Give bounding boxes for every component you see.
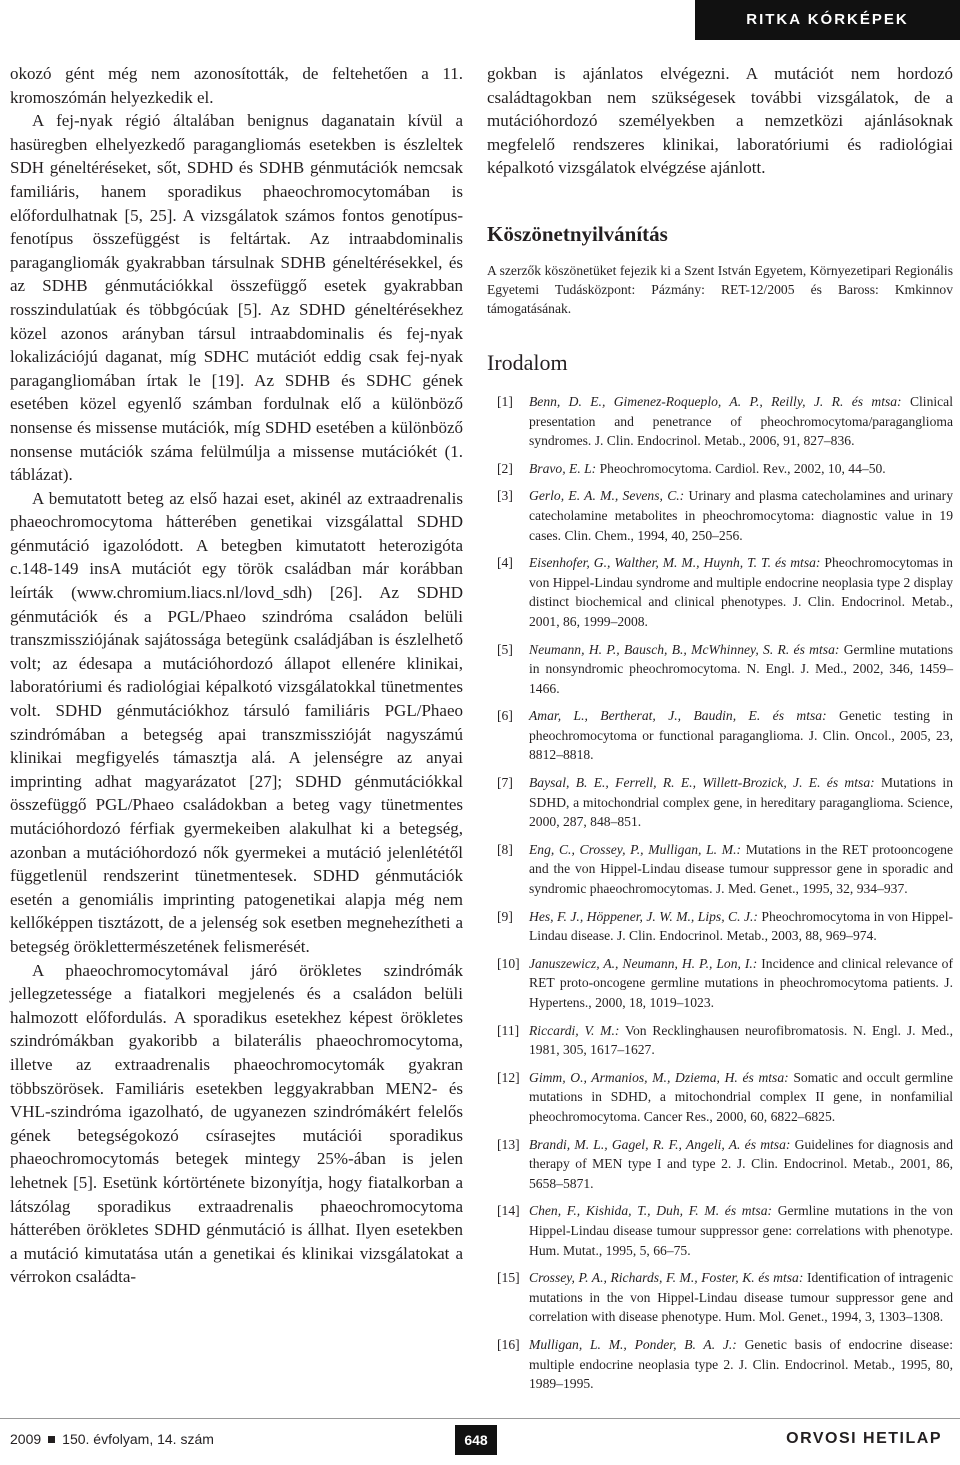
reference-text: Pheochromocytoma in von Hippel-Lindau disease. J. Clin. Endocrinol. Metab., 2003, 88, 969–974. [529, 908, 953, 944]
reference-text: Mutations in SDHD, a mitochondrial complex gene, in hereditary paraganglioma. Science, 2000, 287, 848–851. [529, 775, 953, 830]
reference-text: Mutations in the RET protooncogene and the von Hippel-Lindau disease tumour suppressor gene in sporadic and syndromic phaeochromocytomas. J. Med. Genet., 1995, 32, 934–937. [529, 841, 953, 897]
reference-authors: Brandi, M. L., Gagel, R. F., Angeli, A. és mtsa: [529, 1136, 791, 1152]
reference-text: Pheochromocytomas in von Hippel-Lindau syndrome and multiple endocrine neoplasia type 2 display distinct biochemical and clinical phenotypes. J. Clin. Endocrinol. Metab., 2001, 86, 1999–2008. [529, 555, 953, 629]
reference-text: Guidelines for diagnosis and therapy of MEN type I and type 2. J. Clin. Endocrinol. Metab., 2001, 86, 5658–5871. [529, 1136, 953, 1191]
acknowledgement-text: A szerzők köszönetüket fejezik ki a Szent István Egyetem, Környezetipari Regionális Egyetemi Tudásközpont: Pázmány: RET-12/2005 és Baross: Kmkinnov támogatásának. [487, 262, 953, 316]
reference-text: Genetic testing in pheochromocytoma or functional paraganglioma. J. Clin. Oncol., 2005, 23, 8812–8818. [529, 708, 953, 763]
reference-authors: Baysal, B. E., Ferrell, R. E., Willett-Brozick, J. E. és mtsa: [529, 775, 875, 791]
paragraph: A bemutatott beteg az első hazai eset, akinél az extraadrenalis phaeochromocytoma hátterében genetikai vizsgálattal SDHD génmutáció igazolódott. A betegben kimutatott heterozigóta c.148-149 insA mutációt egy török családban már korábban leírták (www.chromium.liacs.nl/lovd_sdh) [26]. Az SDHD génmutációk és a PGL/Phaeo szindróma családon belüli transzmissziójának sajátossága betegünk családjában is észlelhető volt; az édesapa a mutációhordozó állapot ellenére klinikai, laboratóriumi és radiológiai képalkotó vizsgálatokkal tünetmentes volt. SDHD génmutációkhoz társuló familiáris PGL/Phaeo szindrómában a betegség apai transzmisszióját nagyszámú klinikai megfigyelés támasztja alá. A jelenségre az anyai imprinting adhat magyarázatot [27]; SDHD génmutációkkal összefüggő PGL/Phaeo családokban a beteg vagy tünetmentes mutációhordozó férfiak gyermekeiben alakulhat ki a betegség, azonban a mutációhordozó nők gyermekei a mutáció jelenlététől függetlenül rendszerint tünetmentesek. SDHD génmutációk esetén a genomiális imprinting patogenetikai alapja még nem kellőképpen tisztázott, de a jelenség sok esetben megnehezítheti a betegség öröklettermészetének felismerését. [10, 488, 463, 956]
reference-item [487, 392, 953, 451]
right-column [487, 62, 953, 1402]
reference-item [487, 459, 953, 479]
year: 2009 [10, 1431, 42, 1447]
reference-text: Germline mutations in the von Hippel-Lindau disease tumour suppressor gene: correlations with phenotype. Hum. Mutat., 1995, 5, 66–75. [529, 1203, 954, 1258]
reference-authors: Benn, D. E., Gimenez-Roqueplo, A. P., Reilly, J. R. és mtsa: [529, 393, 902, 409]
reference-number: [14] [497, 1203, 520, 1219]
reference-item [487, 1068, 953, 1127]
paragraph: okozó gént még nem azonosították, de feltehetően a 11. kromoszómán helyezkedik el. [10, 64, 463, 107]
reference-number: [5] [497, 641, 513, 657]
reference-authors: Amar, L., Bertherat, J., Baudin, E. és mtsa: [529, 708, 827, 724]
page-number: 648 [455, 1425, 497, 1455]
reference-item [487, 640, 953, 699]
reference-text: Somatic and occult germline mutations in SDHD, a mitochondrial complex II gene, in nonfamilial pheochromocytoma. Cancer Res., 2000, 60, 6822–6825. [529, 1069, 953, 1124]
page-footer [0, 1418, 960, 1465]
reference-text: Urinary and plasma catecholamines and urinary catecholamine metabolites in pheochromocytoma: diagnostic value in 19 cases. Clin. Chem., 1994, 40, 250–256. [529, 488, 953, 543]
section-label: RITKA KÓRKÉPEK [695, 0, 960, 40]
reference-authors: Gerlo, E. A. M., Sevens, C.: [529, 488, 685, 504]
reference-item [487, 954, 953, 1013]
reference-item [487, 1021, 953, 1060]
reference-text: Clinical presentation and penetrance of pheochromocytoma/paraganglioma syndromes. J. Clin. Endocrinol. Metab., 2006, 91, 827–836. [529, 393, 953, 449]
reference-authors: Eisenhofer, G., Walther, M. M., Huynh, T. T. és mtsa: [529, 555, 821, 571]
reference-authors: Bravo, E. L: [529, 460, 597, 476]
reference-item [487, 706, 953, 765]
reference-number: [15] [497, 1270, 520, 1286]
reference-number: [2] [497, 460, 513, 476]
paragraph: gokban is ajánlatos elvégezni. A mutációt nem hordozó családtagokban nem szükségesek további vizsgálatok, de a mutációhordozó személyekben a nemzetközi ajánlásoknak megfelelő rendszeres klinikai, laboratóriumi és radiológiai képalkotó vizsgálatok elvégzése ajánlott. [487, 64, 953, 178]
reference-item [487, 907, 953, 946]
issue: 150. évfolyam, 14. szám [62, 1431, 214, 1447]
reference-text: Identification of intragenic mutations in the von Hippel-Lindau disease tumour suppressor gene and correlation with disease phenotype. Hum. Mol. Genet., 1994, 3, 1303–1308. [529, 1270, 953, 1325]
reference-number: [13] [497, 1136, 520, 1152]
paragraph: A phaeochromocytomával járó örökletes szindrómák jellegzetessége a fiatalkori megjelenés és a családon belüli halmozott előfordulás. A sporadikus esetekhez képest örökletes szindrómákban gyakoribb a bilaterális phaeochromocytoma, illetve az extraadrenalis phaeochromocytomák gyakran többszörösek. Familiáris esetekben leggyakrabban MEN2- és VHL-szindróma igazolható, de ugyanezen szindrómákért felelős gének betegségokozó csírasejtes mutációi sporadikus phaeochromocytomás betegek mintegy 25%-ában is jelen lehetnek [5]. Esetünk kórtörténete bizonyítja, hogy fiatalkorban a látszólag sporadikus extraadrenalis phaeochromocytoma hátterében örökletes SDHD génmutáció is állhat. Ilyen esetekben a mutáció kimutatása után a genetikai és klinikai vizsgálatokat a vérrokon családta- [10, 960, 463, 1287]
reference-authors: Januszewicz, A., Neumann, H. P., Lon, I.: [529, 955, 758, 971]
reference-item [487, 1268, 953, 1327]
reference-list [487, 392, 953, 1394]
reference-authors: Chen, F., Kishida, T., Duh, F. M. és mtsa: [529, 1203, 773, 1219]
references-heading: Irodalom [487, 349, 568, 375]
page-header [0, 0, 960, 44]
reference-number: [8] [497, 841, 513, 857]
reference-number: [1] [497, 393, 513, 409]
paragraph: A fej-nyak régió általában benignus daganatain kívül a hasüregben elhelyezkedő paragangliomás esetekben is észleltek SDH géneltéréseket, sőt, SDHD és SDHB génmutációk nemcsak familiáris, hanem sporadikus phaeochromocytomában is előfordulhatnak [5, 25]. A vizsgálatok számos fontos genotípus-fenotípus összefüggést is feltártak. Az intraabdominalis paragangliomák gyakrabban társulnak SDHB géneltérésekkel, és az SDHB génmutációkkal összefüggő esetek gyakrabban rosszindulatúak és többgócúak [5]. Az SDHD géneltérésekhez közel azonos arányban társul intraabdominalis és fej-nyak lokalizációjú daganat, míg SDHC mutációt eddig csak fej-nyak paragangliomában írtak le [19]. Az SDHB és SDHC gének esetében közel egyenlő számban fordulnak elő a különböző nonsense és missense mutációk, míg SDHD esetében a különböző nonsense mutációk száma felülmúlja a missense mutációkét (1. táblázat). [10, 111, 463, 485]
reference-authors: Mulligan, L. M., Ponder, B. A. J.: [529, 1336, 737, 1352]
reference-number: [4] [497, 555, 513, 571]
left-column [10, 62, 463, 1289]
reference-item [487, 773, 953, 832]
reference-item [487, 840, 953, 899]
issue-info [10, 1431, 214, 1447]
reference-number: [6] [497, 708, 513, 724]
acknowledgement-heading: Köszönetnyilvánítás [487, 221, 668, 246]
reference-text: Pheochromocytoma. Cardiol. Rev., 2002, 10, 44–50. [599, 460, 886, 476]
reference-item [487, 1135, 953, 1194]
square-bullet-icon [48, 1436, 55, 1443]
reference-number: [11] [497, 1022, 520, 1038]
journal-name: ORVOSI HETILAP [786, 1430, 942, 1447]
reference-authors: Gimm, O., Armanios, M., Dziema, H. és mtsa: [529, 1069, 789, 1085]
reference-item [487, 553, 953, 631]
reference-text: Germline mutations in nonsyndromic pheochromocytoma. N. Engl. J. Med., 2002, 346, 1459–1466. [529, 641, 954, 696]
reference-text: Genetic basis of endocrine disease: multiple endocrine neoplasia type 2. J. Clin. Endocrinol. Metab., 1995, 80, 1989–1995. [529, 1336, 953, 1392]
reference-number: [12] [497, 1069, 520, 1085]
reference-item [487, 486, 953, 545]
reference-authors: Eng, C., Crossey, P., Mulligan, L. M.: [529, 841, 742, 857]
reference-number: [16] [497, 1336, 520, 1352]
reference-authors: Crossey, P. A., Richards, F. M., Foster, K. és mtsa: [529, 1270, 804, 1286]
reference-number: [10] [497, 955, 520, 971]
reference-number: [3] [497, 488, 513, 504]
reference-authors: Riccardi, V. M.: [529, 1022, 620, 1038]
reference-authors: Hes, F. J., Höppener, J. W. M., Lips, C. J.: [529, 908, 758, 924]
reference-item [487, 1335, 953, 1394]
reference-text: Von Recklinghausen neurofibromatosis. N. Engl. J. Med., 1981, 305, 1617–1627. [529, 1022, 953, 1058]
reference-item [487, 1201, 953, 1260]
reference-authors: Neumann, H. P., Bausch, B., McWhinney, S. R. és mtsa: [529, 641, 840, 657]
reference-text: Incidence and clinical relevance of RET proto-oncogene germline mutations in pheochromocytoma patients. J. Hypertens., 2000, 18, 1019–1023. [529, 955, 953, 1010]
reference-number: [7] [497, 775, 513, 791]
reference-number: [9] [497, 908, 513, 924]
